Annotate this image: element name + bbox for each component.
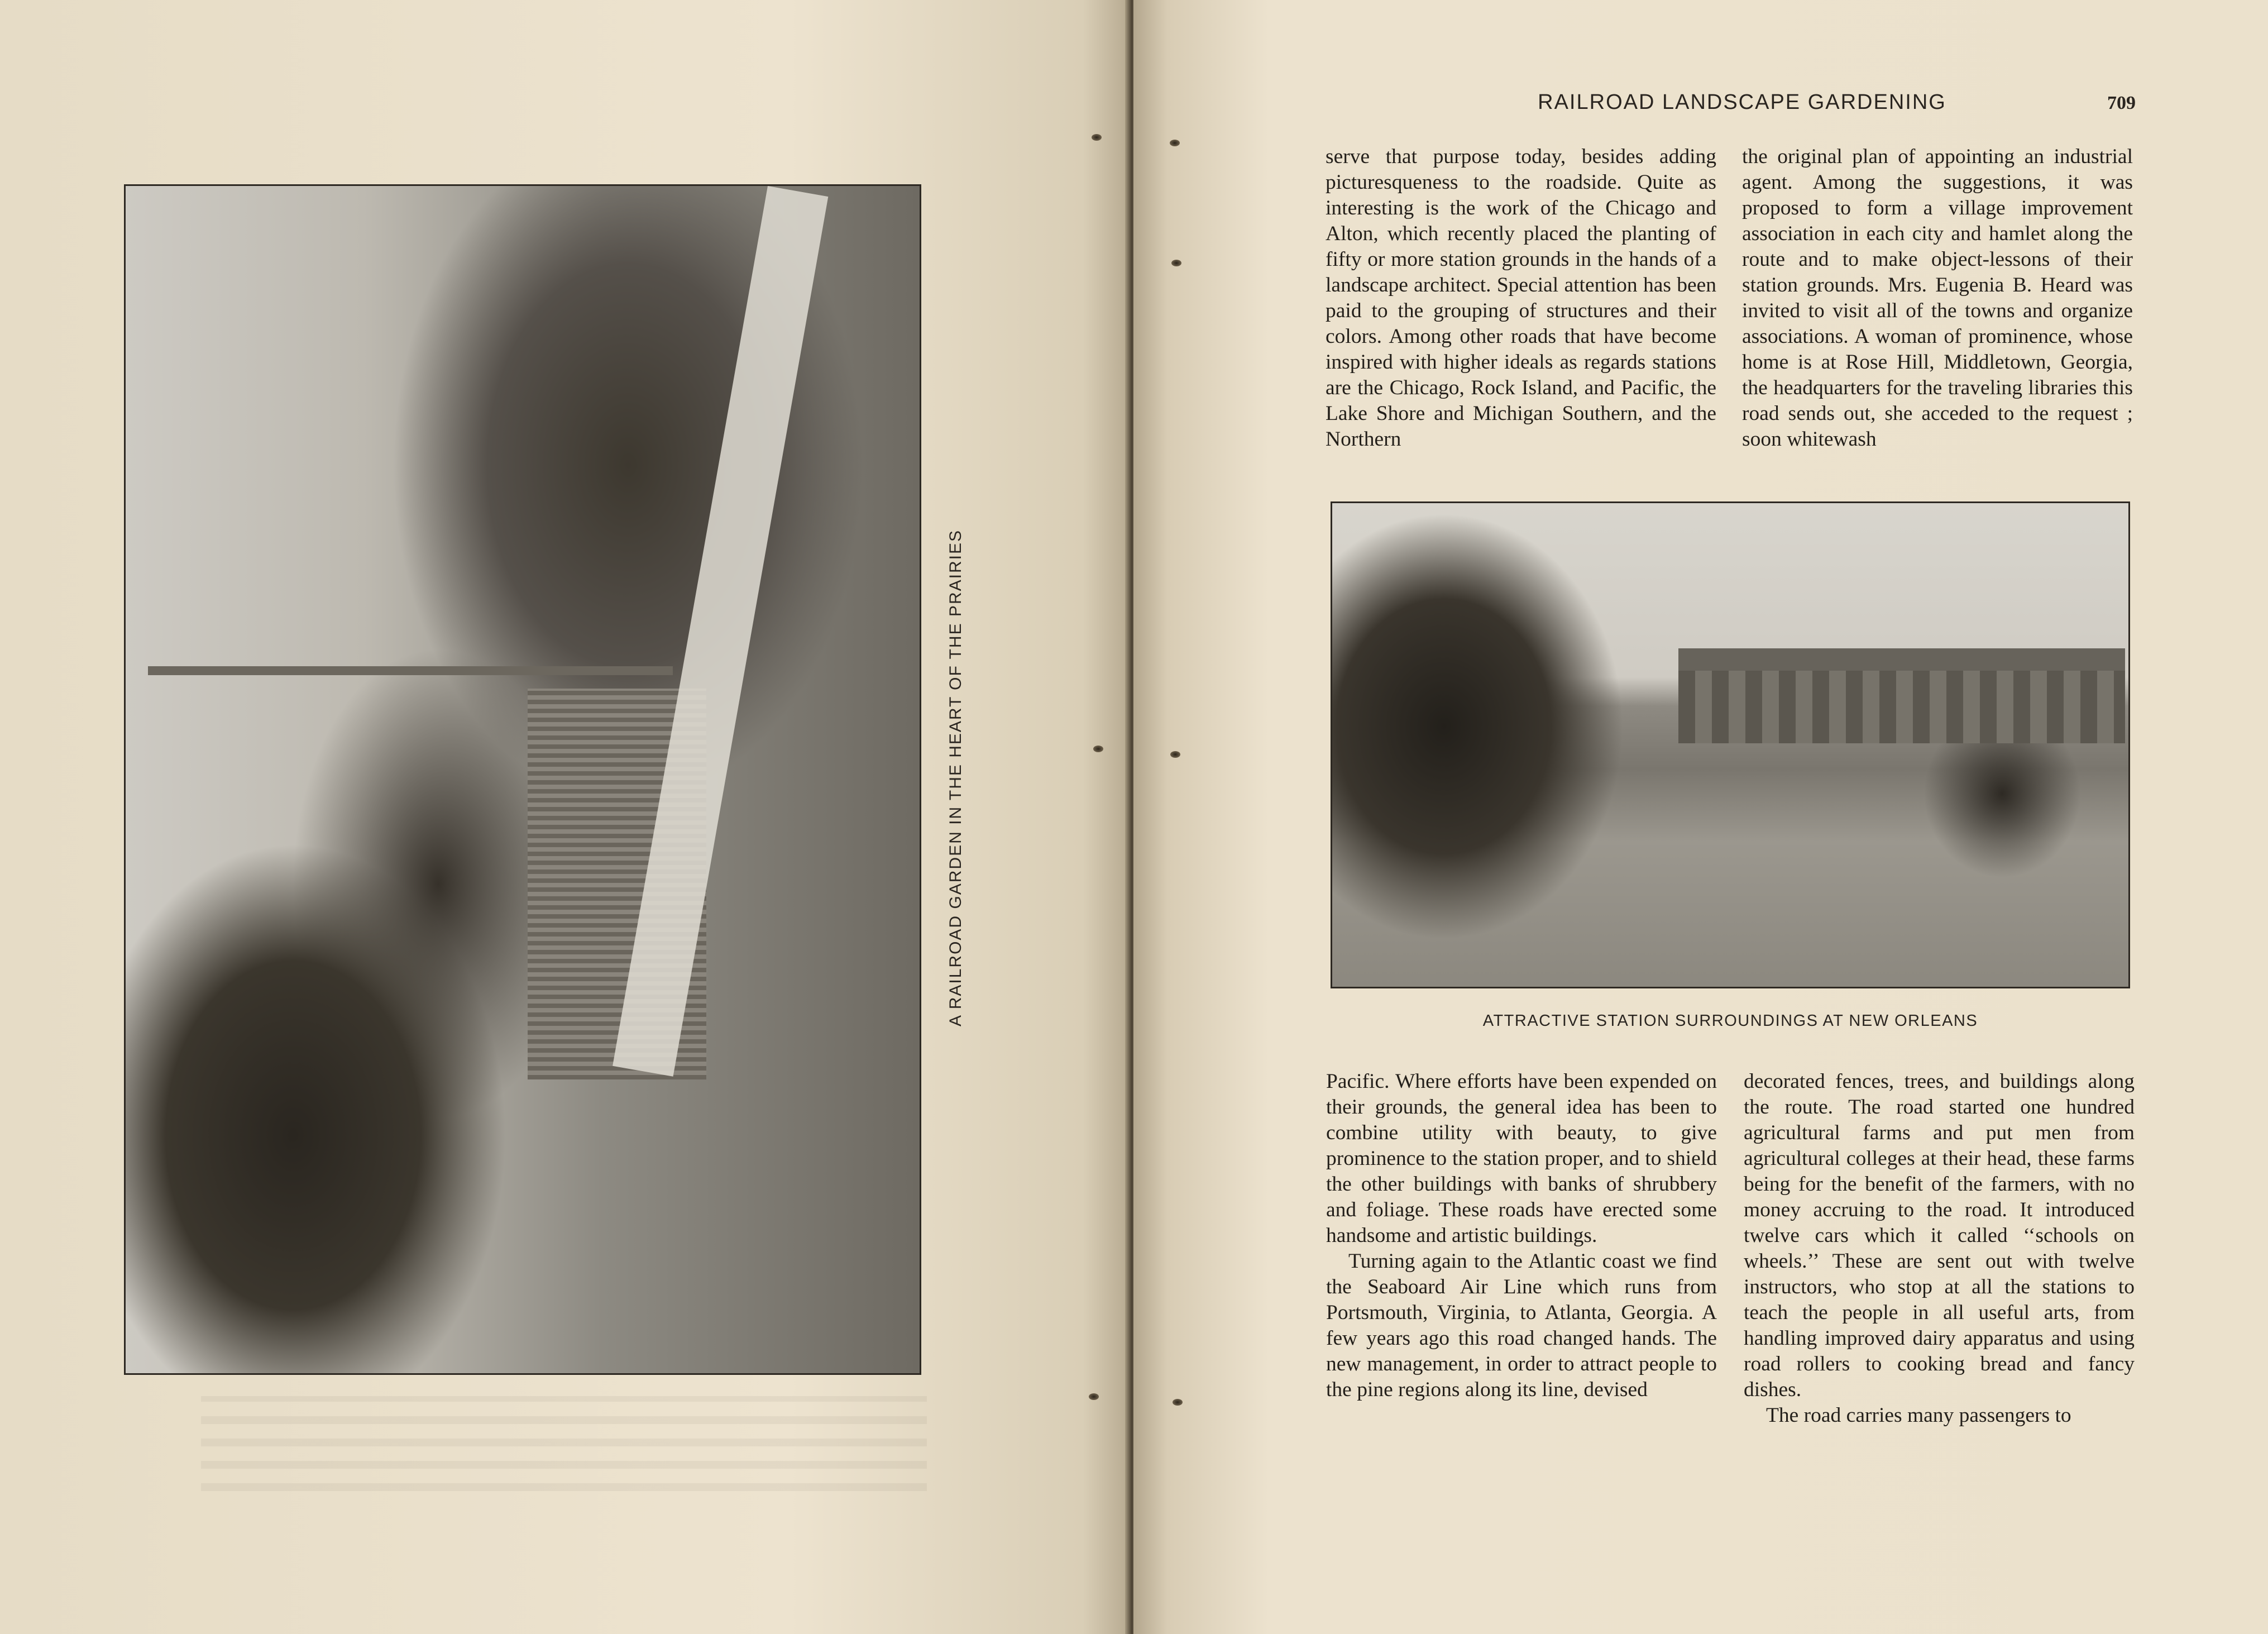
stitch-hole [1173,1399,1183,1406]
paragraph: Turning again to the Atlantic coast we find the Seaboard Air Line which runs from Portsmouth, Virginia, to Atlanta, Georgia. A few years ago this road changed hands. The new management, in order to attract people to the pine regions along its line, devised [1326,1250,1717,1401]
running-head: RAILROAD LANDSCAPE GARDENING [1538,90,1946,114]
railroad-garden-photo [124,184,921,1375]
paragraph: serve that purpose today, besides adding picturesqueness to the roadside. Quite as interesting is the work of the Chicago and Alton, which recently placed the planting of fifty or more station grounds in the hands of a landscape architect. Special attention has been paid to the grouping of structures and their colors. Among other roads that have become inspired with higher ideals as regards stations are the Chicago, Rock Island, and Pacific, the Lake Shore and Michigan Southern, and the Northern [1326,145,1716,451]
text-column-top-left [1326,144,1716,452]
garden-path [613,186,828,1077]
stitch-hole [1093,746,1103,752]
left-page [0,0,1128,1634]
text-column-bottom-right [1744,1069,2135,1428]
new-orleans-station-photo [1331,501,2130,988]
bleed-through-text [201,1396,927,1491]
stitch-hole [1171,260,1181,266]
paragraph: The road carries many passengers to [1766,1404,2071,1427]
station-building [1678,671,2125,743]
paragraph: Pacific. Where efforts have been expended on their grounds, the general idea has been to combine utility with beauty, to give prominence to the station proper, and to shield the other buildings with banks of shrubbery and foliage. These roads have erected some handsome and artistic buildings. [1326,1070,1717,1247]
telegraph-pole [148,666,673,675]
stitch-hole [1092,134,1102,141]
text-column-top-right [1742,144,2133,452]
left-caption-text: A RAILROAD GARDEN IN THE HEART OF THE PRAIRIES [946,529,965,1026]
right-figure-caption: ATTRACTIVE STATION SURROUNDINGS AT NEW ORLEANS [1482,1012,1978,1030]
paragraph: the original plan of appointing an industrial agent. Among the suggestions, it was proposed to form a village improvement association in each city and hamlet along the route and to make object-lessons of their station grounds. Mrs. Eugenia B. Heard was invited to visit all of the towns and organize associations. A woman of prominence, whose home is at Rose Hill, Middletown, Georgia, the headquarters for the traveling libraries this road sends out, she acceded to the request ; soon whitewash [1742,145,2133,451]
text-column-bottom-left [1326,1069,1717,1403]
stitch-hole [1170,751,1180,758]
stitch-hole [1089,1393,1099,1400]
page-number: 709 [2107,93,2136,113]
paragraph: decorated fences, trees, and buildings along the route. The road started one hundred agricultural farms and put men from agricultural colleges at their head, these farms being for the benefit of the farmers, with no money accruing to the road. It introduced twelve cars which it called ‘‘schools on wheels.’’ These are sent out with twelve instructors, who stop at all the stations to teach the people in all useful arts, from handling improved dairy apparatus and using road rollers to cooking bread and fancy dishes. [1744,1070,2135,1401]
stitch-hole [1170,140,1180,146]
